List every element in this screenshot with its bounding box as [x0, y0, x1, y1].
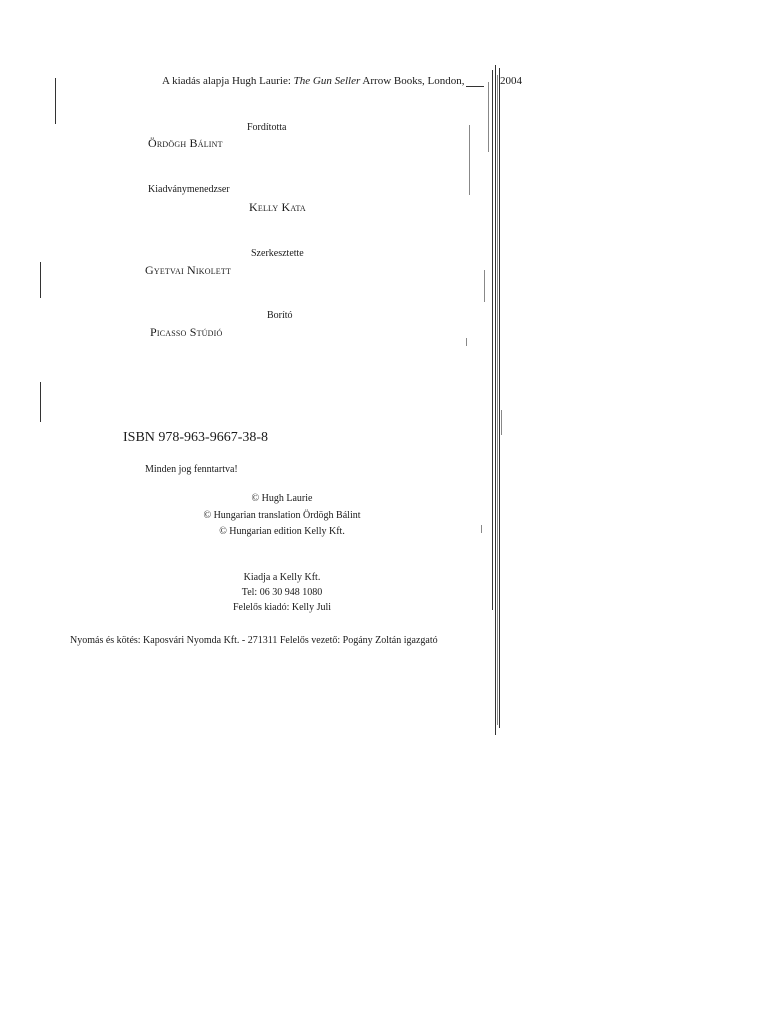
- source-prefix: A kiadás alapja Hugh Laurie:: [162, 75, 291, 87]
- copyright-line: © Hungarian translation Ördögh Bálint: [203, 510, 361, 521]
- scan-artifact-line: [466, 86, 484, 87]
- source-suffix: Arrow Books, London,: [362, 75, 465, 87]
- credit-role-cover: Borító: [267, 310, 293, 321]
- copyright-line: © Hugh Laurie: [251, 493, 313, 504]
- scan-artifact-line: [488, 82, 489, 152]
- scan-artifact-line: [466, 338, 467, 346]
- credit-name-cover: Picasso Stúdió: [150, 325, 223, 339]
- isbn: ISBN 978-963-9667-38-8: [123, 430, 269, 445]
- scan-artifact-line: [495, 65, 496, 735]
- scan-artifact-line: [501, 410, 502, 435]
- scan-artifact-line: [40, 382, 41, 422]
- scan-artifact-line: [40, 262, 41, 298]
- scan-artifact-line: [499, 68, 500, 728]
- publisher-line: Kiadja a Kelly Kft.: [243, 572, 321, 583]
- credit-name-editor: Gyetvai Nikolett: [145, 263, 232, 277]
- credit-role-translator: Fordította: [247, 122, 287, 133]
- source-line: [162, 76, 464, 87]
- credit-name-translator: Ördögh Bálint: [148, 136, 223, 150]
- credit-name-manager: Kelly Kata: [249, 200, 306, 214]
- scan-artifact-line: [484, 270, 485, 302]
- printing-line: Nyomás és kötés: Kaposvári Nyomda Kft. - 271311 Felelős vezető: Pogány Zoltán igazgató: [70, 635, 438, 646]
- scan-artifact-line: [55, 78, 56, 124]
- publisher-line: Felelős kiadó: Kelly Juli: [232, 602, 332, 613]
- copyright-line: © Hungarian edition Kelly Kft.: [219, 526, 345, 537]
- source-year: 2004: [500, 75, 522, 87]
- scan-artifact-line: [469, 125, 470, 195]
- credit-role-editor: Szerkesztette: [251, 248, 304, 259]
- publisher-line: Tel: 06 30 948 1080: [241, 587, 323, 598]
- credit-role-manager: Kiadványmenedzser: [148, 184, 230, 195]
- scan-artifact-line: [492, 70, 493, 610]
- source-title: The Gun Seller: [293, 75, 361, 87]
- scan-artifact-line: [497, 75, 498, 725]
- scan-artifact-line: [481, 525, 482, 533]
- rights-notice: Minden jog fenntartva!: [145, 464, 238, 475]
